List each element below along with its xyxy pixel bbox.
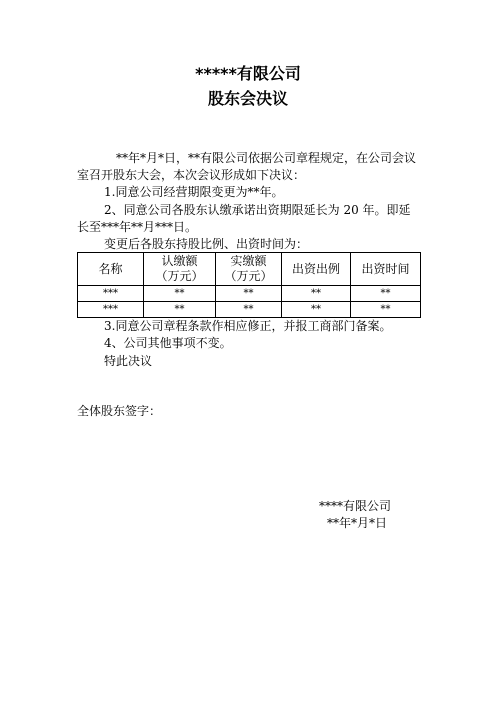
header-contribution-ratio: 出资出例	[282, 253, 351, 286]
resolution-item-2-line-2: 长至***年**月***日。	[77, 220, 198, 234]
table-cell: **	[144, 302, 216, 318]
intro-line-2: 室召开股东大会，本次会议形成如下决议：	[77, 168, 306, 182]
table-cell: **	[144, 286, 216, 302]
table-cell: **	[351, 302, 421, 318]
header-contribution-time: 出资时间	[351, 253, 421, 286]
table-intro: 变更后各股东持股比例、出资时间为：	[104, 237, 309, 251]
table-cell: **	[216, 302, 282, 318]
table-row	[78, 286, 421, 302]
shareholding-table	[77, 252, 421, 318]
closing-statement: 特此决议	[104, 354, 153, 368]
table-header-row	[78, 253, 421, 286]
header-subscribed-amount: 认缴额 （万元）	[144, 253, 216, 286]
document-title: 股东会决议	[207, 89, 288, 108]
resolution-item-2-line-1: 2、同意公司各股东认缴承诺出资期限延长为 20 年。即延	[104, 203, 411, 217]
shareholder-signature-label: 全体股东签字：	[77, 404, 162, 418]
resolution-item-4: 4、公司其他事项不变。	[104, 336, 232, 350]
signing-company: ****有限公司	[319, 499, 392, 513]
table-cell: **	[351, 286, 421, 302]
resolution-item-3: 3.同意公司章程条款作相应修正，并报工商部门备案。	[104, 319, 392, 333]
table-cell: **	[282, 286, 351, 302]
table-cell: ***	[78, 286, 144, 302]
signing-date: **年*月*日	[327, 516, 388, 530]
resolution-item-1: 1.同意公司经营期限变更为**年。	[104, 185, 284, 199]
intro-line-1: **年*月*日，**有限公司依据公司章程规定，在公司会议	[116, 151, 417, 165]
table-cell: ***	[78, 302, 144, 318]
header-name: 名称	[78, 253, 144, 286]
company-title: *****有限公司	[195, 64, 301, 83]
table-cell: **	[216, 286, 282, 302]
table-cell: **	[282, 302, 351, 318]
table-row	[78, 302, 421, 318]
header-paid-amount: 实缴额 （万元）	[216, 253, 282, 286]
